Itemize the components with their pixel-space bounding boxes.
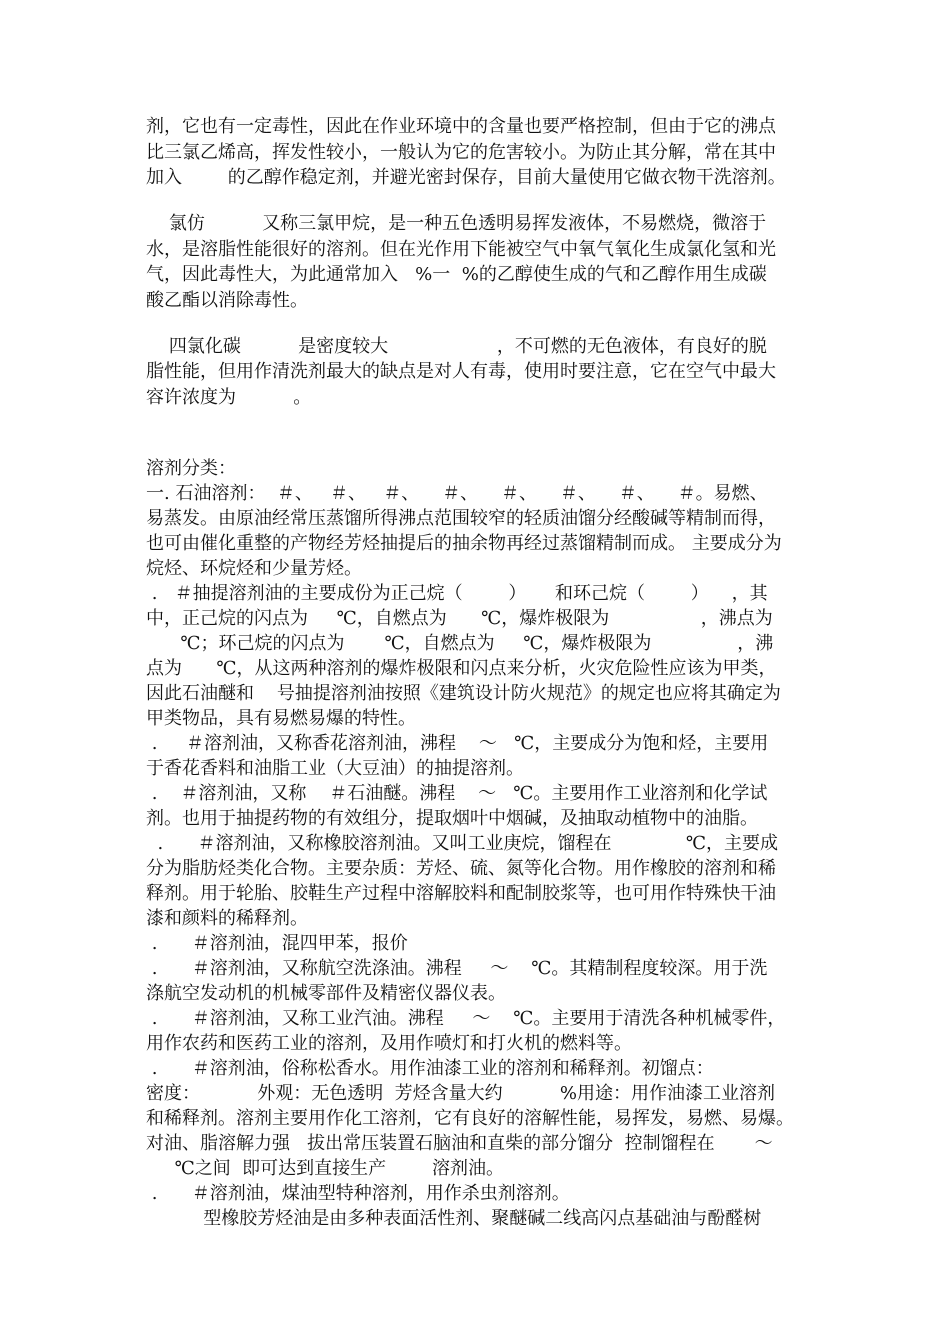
text-line: 用作农药和医药工业的溶剂，及用作喷灯和打火机的燃料等。 — [146, 1033, 632, 1054]
text-line: 易蒸发。由原油经常压蒸馏所得沸点范围较窄的轻质油馏分经酸碱等精制而得， — [146, 508, 776, 529]
text-line: 甲类物品，具有易燃易爆的特性。 — [146, 708, 416, 729]
section-heading: 溶剂分类： — [146, 458, 236, 479]
text-line: 释剂。用于轮胎、胶鞋生产过程中溶解胶料和配制胶浆等，也可用作特殊快干油 — [146, 883, 776, 904]
text-line: 剂。也用于抽提药物的有效组分，提取烟叶中烟碱，及抽取动植物中的油脂。 — [146, 808, 758, 829]
text-line: 加入 的乙醇作稳定剂，并避光密封保存，目前大量使用它做衣物干洗溶剂。 — [146, 167, 786, 188]
text-line: . ＃溶剂油，煤油型特种溶剂，用作杀虫剂溶剂。 — [146, 1183, 570, 1204]
text-line: . ＃溶剂油，又称香花溶剂油，沸程 ～ ℃，主要成分为饱和烃，主要用 — [146, 733, 769, 754]
text-line: 对油、脂溶解力强 拔出常压装置石脑油和直柴的部分馏分 控制馏程在 ～ — [146, 1133, 773, 1154]
text-line: . ＃溶剂油，又称橡胶溶剂油。又叫工业庚烷，馏程在 ℃，主要成 — [146, 833, 779, 854]
text-line: ℃；环己烷的闪点为 ℃，自燃点为 ℃，爆炸极限为 ，沸 — [146, 633, 774, 654]
text-line: 于香花香料和油脂工业（大豆油）的抽提溶剂。 — [146, 758, 524, 779]
text-line: 一. 石油溶剂： ＃、 ＃、 ＃、 ＃、 ＃、 ＃、 ＃、 ＃。易燃、 — [146, 483, 768, 504]
text-line: . ＃溶剂油，又称航空洗涤油。沸程 ～ ℃。其精制程度较深。用于洗 — [146, 958, 768, 979]
text-line: 也可由催化重整的产物经芳烃抽提后的抽余物再经过蒸馏精制而成。 主要成分为 — [146, 533, 782, 554]
text-line: 密度： 外观：无色透明 芳烃含量大约 %用途：用作油漆工业溶剂 — [146, 1083, 775, 1104]
text-line: 因此石油醚和 号抽提溶剂油按照《建筑设计防火规范》的规定也应将其确定为 — [146, 683, 781, 704]
text-line: 和稀释剂。溶剂主要用作化工溶剂，它有良好的溶解性能，易挥发，易燃、易爆。 — [146, 1108, 794, 1129]
text-line: ℃之间 即可达到直接生产 溶剂油。 — [146, 1158, 504, 1179]
text-line: . ＃溶剂油，又称工业汽油。沸程 ～ ℃。主要用于清洗各种机械零件， — [146, 1008, 786, 1029]
text-line: . ＃抽提溶剂油的主要成份为正己烷（ ） 和环己烷（ ） ，其 — [146, 583, 768, 604]
text-line: 水，是溶脂性能很好的溶剂。但在光作用下能被空气中氧气氧化生成氯化氢和光 — [146, 239, 776, 260]
text-line: . ＃溶剂油，混四甲苯，报价 — [146, 933, 408, 954]
text-line: 比三氯乙烯高，挥发性较小，一般认为它的危害较小。为防止其分解，常在其中 — [146, 142, 776, 163]
text-line: 分为脂肪烃类化合物。主要杂质：芳烃、硫、氮等化合物。用作橡胶的溶剂和稀 — [146, 858, 776, 879]
text-line: 涤航空发动机的机械零部件及精密仪器仪表。 — [146, 983, 506, 1004]
text-line: 容许浓度为 。 — [146, 387, 312, 408]
text-line: 剂，它也有一定毒性，因此在作业环境中的含量也要严格控制，但由于它的沸点 — [146, 116, 776, 137]
text-line: 漆和颜料的稀释剂。 — [146, 908, 308, 929]
text-line: 型橡胶芳烃油是由多种表面活性剂、聚醚碱二线高闪点基础油与酚醛树 — [146, 1208, 762, 1229]
text-line: . ＃溶剂油，又称 ＃石油醚。沸程 ～ ℃。主要用作工业溶剂和化学试 — [146, 783, 768, 804]
text-line: . ＃溶剂油，俗称松香水。用作油漆工业的溶剂和稀释剂。初馏点： — [146, 1058, 714, 1079]
text-line: 氯仿 又称三氯甲烷，是一种五色透明易挥发液体，不易燃烧，微溶于 — [146, 213, 767, 234]
text-line: 气，因此毒性大，为此通常加入 %一 %的乙醇使生成的气和乙醇作用生成碳 — [146, 264, 767, 285]
text-line: 脂性能，但用作清洗剂最大的缺点是对人有毒，使用时要注意，它在空气中最大 — [146, 361, 776, 382]
text-line: 中，正己烷的闪点为 ℃，自燃点为 ℃，爆炸极限为 ，沸点为 — [146, 608, 773, 629]
text-line: 酸乙酯以消除毒性。 — [146, 290, 308, 311]
text-line: 四氯化碳 是密度较大 ，不可燃的无色液体，有良好的脱 — [146, 336, 767, 357]
text-line: 点为 ℃，从这两种溶剂的爆炸极限和闪点来分析，火灾危险性应该为甲类， — [146, 658, 777, 679]
text-line: 烷烃、环烷烃和少量芳烃。 — [146, 558, 362, 579]
